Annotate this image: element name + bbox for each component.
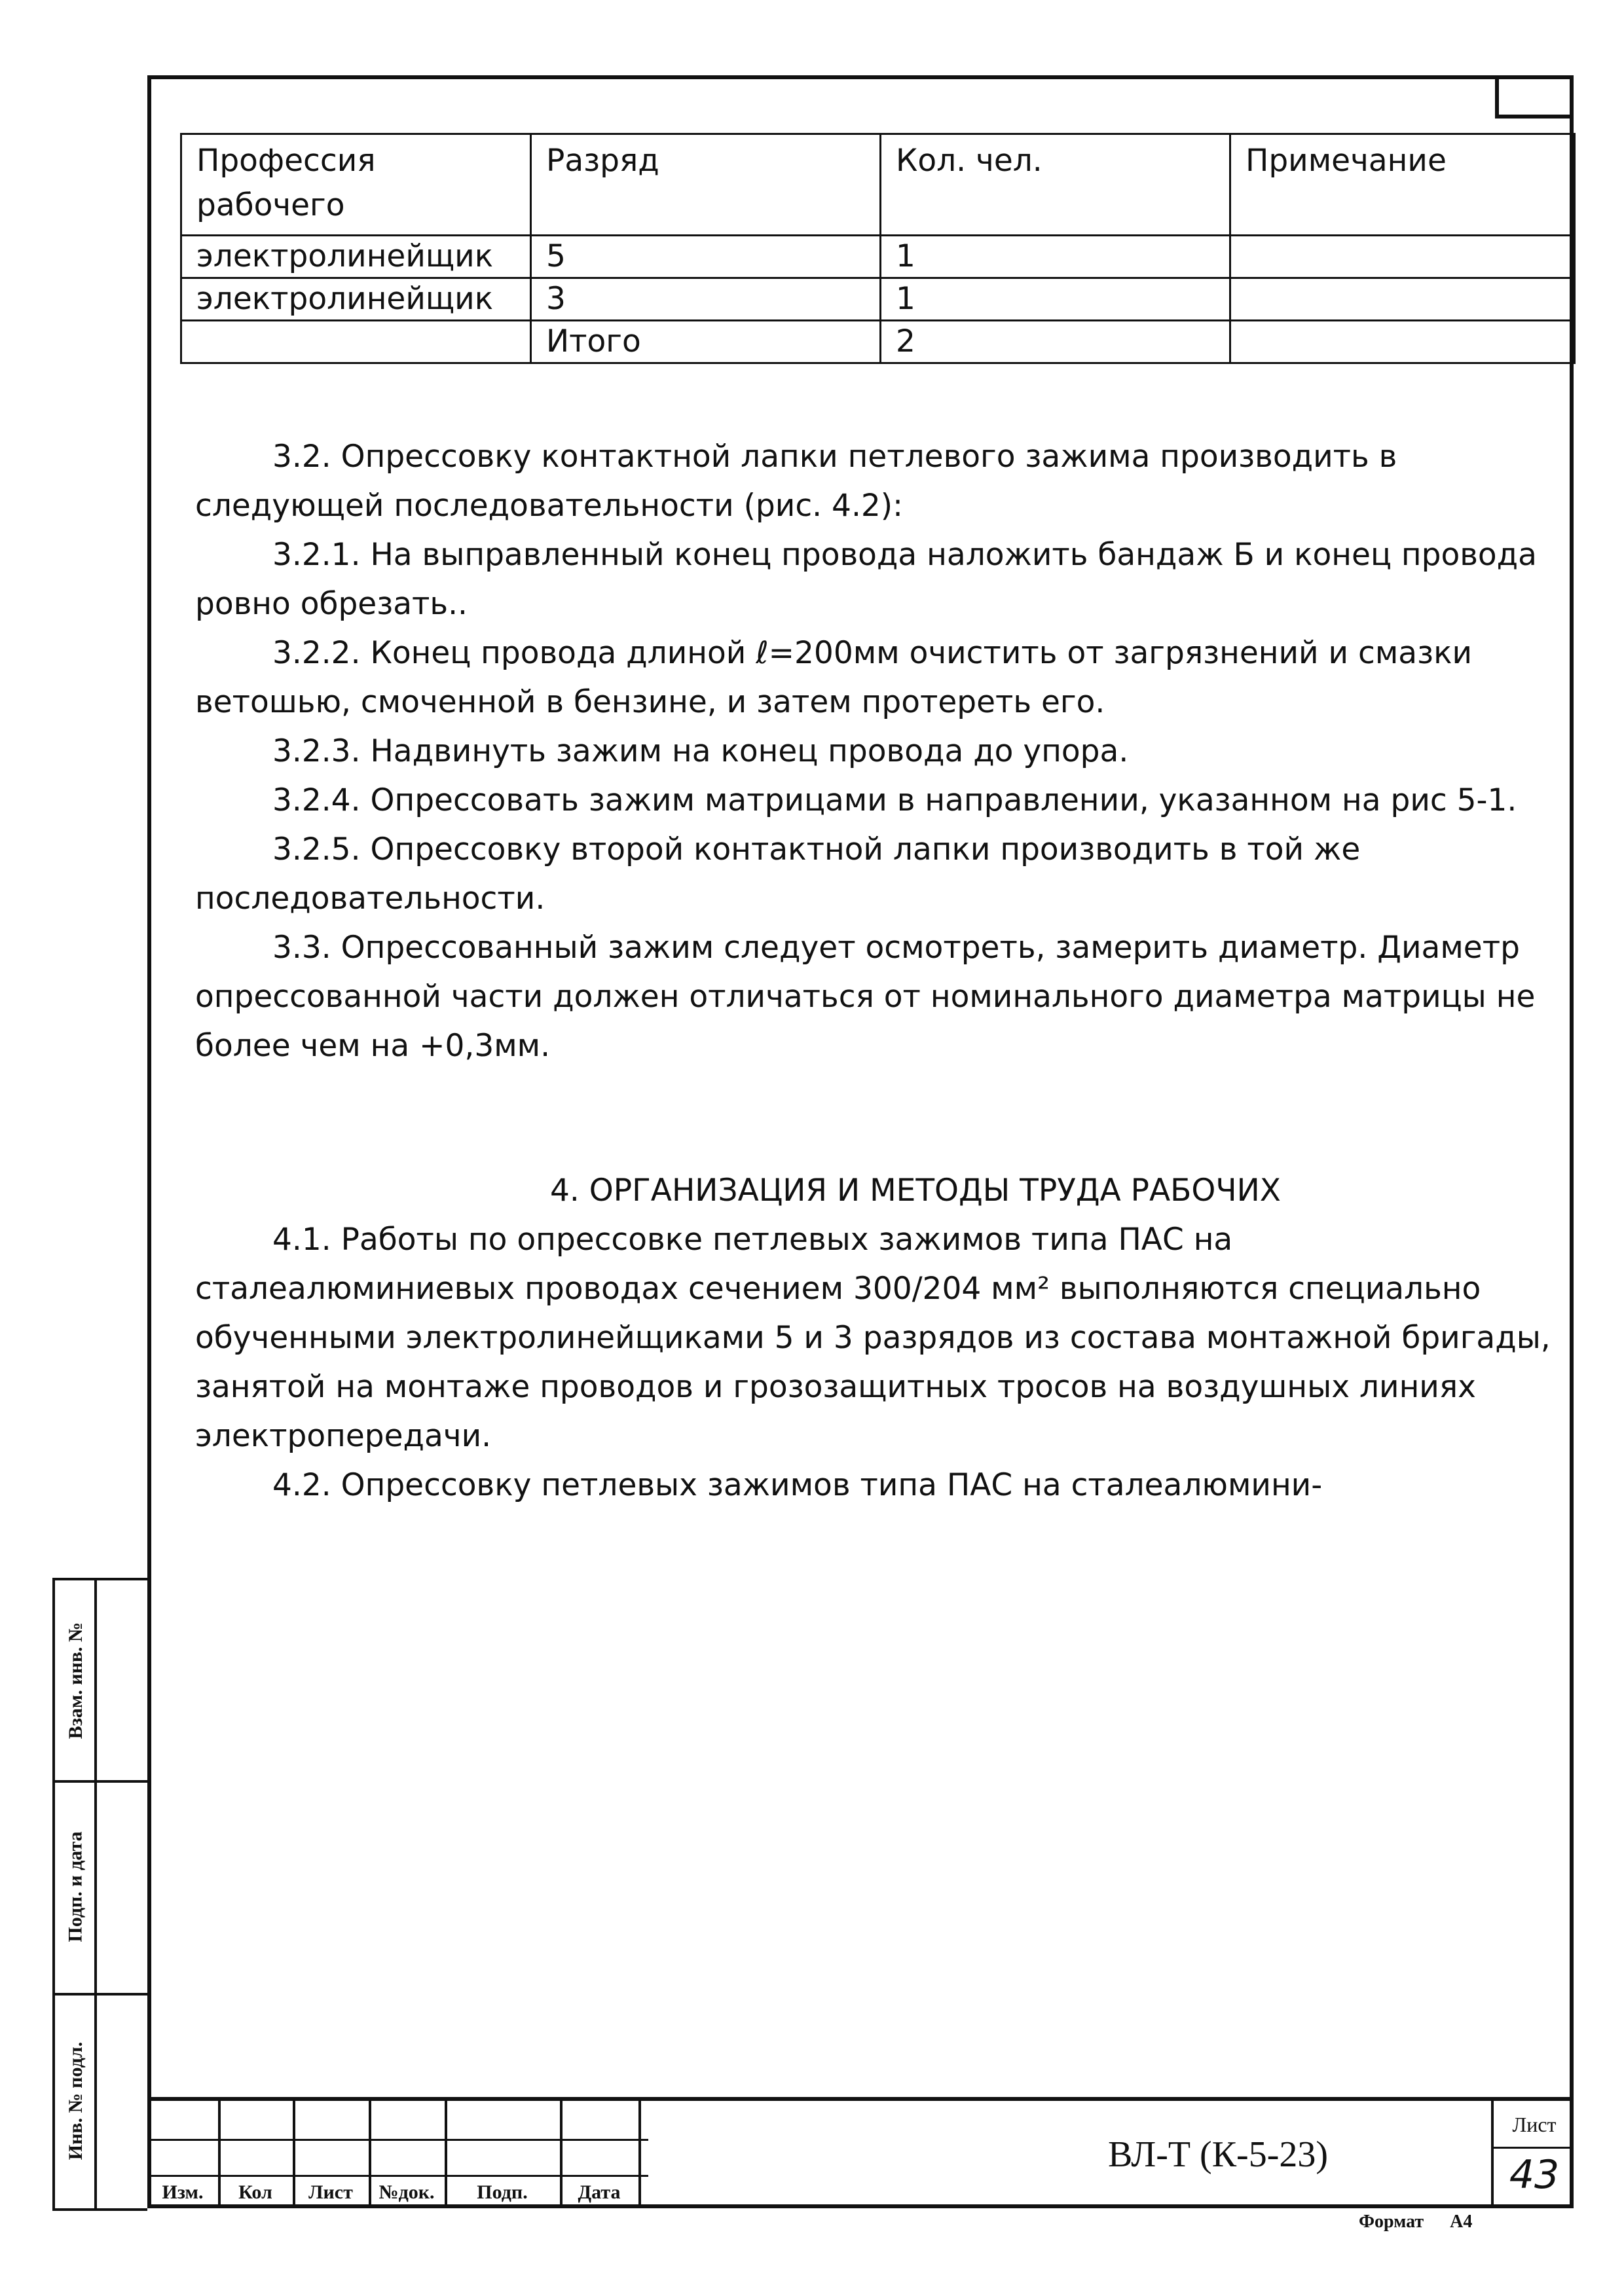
format-label [1359, 2212, 1472, 2232]
corner-box [1495, 75, 1574, 118]
table-row [181, 236, 1575, 278]
paragraph-3-2-2: 3.2.2. Конец провода длиной ℓ=200мм очистить от загрязнений и смазки ветошью, смоченной в бензине, и затем протереть его. [195, 635, 1473, 720]
cell-profession: электролинейщик [181, 278, 531, 321]
paragraph-4-2: 4.2. Опрессовку петлевых зажимов типа ПАС на сталеалюмини- [272, 1467, 1323, 1503]
title-block-line [147, 2139, 648, 2141]
label-list: Лист [308, 2181, 353, 2203]
cell-total-count: 2 [881, 321, 1230, 363]
label-izm: Изм. [162, 2181, 204, 2203]
cell-profession [181, 321, 531, 363]
cell-profession: электролинейщик [181, 236, 531, 278]
cell-count: 1 [881, 236, 1230, 278]
document-code: ВЛ-Т (К-5-23) [1108, 2134, 1328, 2175]
paragraph-3-2-1: 3.2.1. На выправленный конец провода наложить бандаж Б и конец провода ровно обрезать.. [195, 537, 1537, 622]
sheet-label: Лист [1512, 2113, 1557, 2136]
label-podp: Подп. [477, 2181, 528, 2203]
table-row [181, 278, 1575, 321]
label-kol: Кол [238, 2181, 272, 2203]
cell-note [1230, 278, 1575, 321]
spacer [195, 1070, 1551, 1166]
crew-table-header [181, 134, 1575, 236]
cell-grade: 3 [531, 278, 881, 321]
cell-count: 1 [881, 278, 1230, 321]
crew-table [180, 133, 1576, 364]
title-block-line [147, 2175, 648, 2177]
label-data: Дата [578, 2181, 621, 2203]
side-label-vzam: Взам. инв. № [65, 1622, 87, 1739]
side-label-inv: Инв. № подл. [65, 2041, 86, 2160]
table-row-total [181, 321, 1575, 363]
side-stamp [52, 1578, 147, 2211]
body-text [195, 432, 1551, 1510]
header-profession: Профессия рабочего [181, 134, 531, 236]
section-4-title: 4. ОРГАНИЗАЦИЯ И МЕТОДЫ ТРУДА РАБОЧИХ [550, 1173, 1281, 1209]
label-ndok: №док. [378, 2181, 435, 2203]
header-grade: Разряд [531, 134, 881, 236]
header-count: Кол. чел. [881, 134, 1230, 236]
paragraph-3-2-5: 3.2.5. Опрессовку второй контактной лапки производить в той же последовательности. [195, 831, 1361, 917]
cell-note [1230, 236, 1575, 278]
header-note: Примечание [1230, 134, 1575, 236]
title-block-divider [638, 2101, 641, 2204]
paragraph-3-2: 3.2. Опрессовку контактной лапки петлевого зажима производить в следующей последовательности (рис. 4.2): [195, 439, 1397, 524]
cell-grade: 5 [531, 236, 881, 278]
paragraph-3-2-3: 3.2.3. Надвинуть зажим на конец провода до упора. [272, 733, 1129, 769]
paragraph-4-1: 4.1. Работы по опрессовке петлевых зажимов типа ПАС на сталеалюминиевых проводах сечением 300/204 мм² выполняются специально обученными электролинейщиками 5 и 3 разрядов из состава монтажной бригады, занятой на монтаже проводов и грозозащитных тросов на воздушных линиях электропередачи. [195, 1222, 1551, 1454]
format-value: А4 [1450, 2212, 1473, 2232]
side-label-podp: Подп. и дата [65, 1831, 86, 1942]
cell-note [1230, 321, 1575, 363]
title-block [147, 2097, 1574, 2208]
sheet-number: 43 [1509, 2152, 1560, 2198]
format-label-text: Формат [1359, 2212, 1424, 2232]
paragraph-3-2-4: 3.2.4. Опрессовать зажим матрицами в направлении, указанном на рис 5-1. [272, 782, 1517, 818]
cell-total-label: Итого [531, 321, 881, 363]
paragraph-3-3: 3.3. Опрессованный зажим следует осмотреть, замерить диаметр. Диаметр опрессованной части должен отличаться от номинального диаметра матрицы не более чем на +0,3мм. [195, 930, 1536, 1064]
